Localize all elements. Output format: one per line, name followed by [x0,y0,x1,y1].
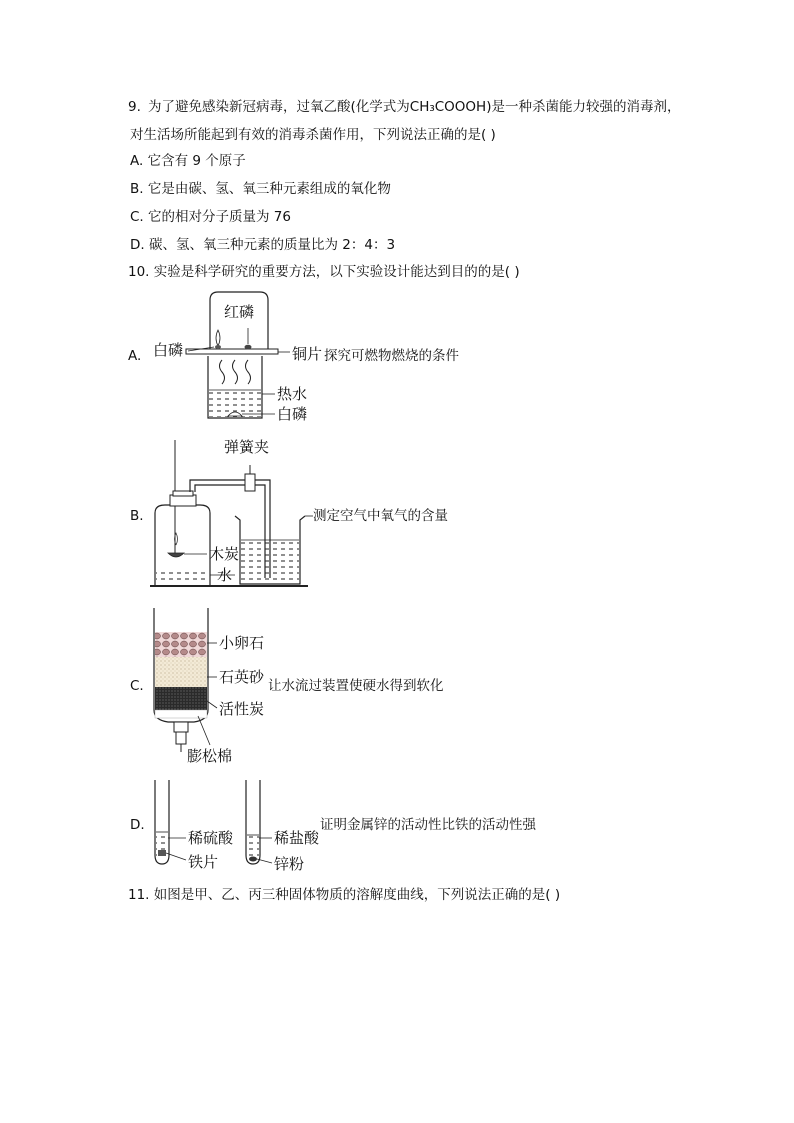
label-charcoal: 木炭 [209,545,240,563]
label-quartz-sand: 石英砂 [219,668,265,686]
label-white-phosphorus-top: 白磷 [153,341,184,359]
label-dilute-hydrochloric-acid: 稀盐酸 [274,829,320,847]
label-iron-sheet: 铁片 [188,853,219,871]
q10-stem: 10. 实验是科学研究的重要方法，以下实验设计能达到目的的是( ) [128,264,520,280]
label-spring-clip: 弹簧夹 [224,438,270,456]
label-white-phosphorus-bottom: 白磷 [277,405,308,423]
label-cotton: 膨松棉 [187,747,233,765]
apparatus-d [155,780,272,864]
label-zinc-powder: 锌粉 [274,855,305,873]
apparatus-b [150,440,313,586]
apparatus-c [154,608,217,752]
q10-b-description: 测定空气中氧气的含量 [313,508,448,524]
q10-d-description: 证明金属锌的活动性比铁的活动性强 [320,817,536,833]
q9-stem-line1: 为了避免感染新冠病毒，过氧乙酸(化学式为CH₃COOOH)是一种杀菌能力较强的消毒剂， [148,99,681,115]
label-pebbles: 小卵石 [219,634,265,652]
q11-stem: 11. 如图是甲、乙、丙三种固体物质的溶解度曲线，下列说法正确的是( ) [128,887,561,903]
q10-c-description: 让水流过装置使硬水得到软化 [268,678,444,694]
label-red-phosphorus: 红磷 [224,303,255,321]
label-copper-sheet: 铜片 [292,345,323,363]
label-activated-carbon: 活性炭 [219,700,265,718]
q9-number: 9. [128,99,141,115]
label-water: 水 [217,566,233,584]
label-dilute-sulfuric-acid: 稀硫酸 [188,829,234,847]
q10-d-letter: D. [130,817,145,833]
q9-option-d: D. 碳、氢、氧三种元素的质量比为 2：4：3 [130,237,396,253]
label-hot-water: 热水 [277,385,308,403]
q10-c-letter: C. [130,678,144,694]
q9-option-a: A. 它含有 9 个原子 [130,153,246,169]
q9-option-b: B. 它是由碳、氢、氧三种元素组成的氧化物 [130,181,391,197]
q10-a-description: 探究可燃物燃烧的条件 [324,348,459,364]
q10-a-letter: A. [128,348,142,364]
q9-stem-line2: 对生活场所能起到有效的消毒杀菌作用，下列说法正确的是( ) [130,127,496,143]
q9-option-c: C. 它的相对分子质量为 76 [130,209,291,225]
q10-b-letter: B. [130,508,144,524]
